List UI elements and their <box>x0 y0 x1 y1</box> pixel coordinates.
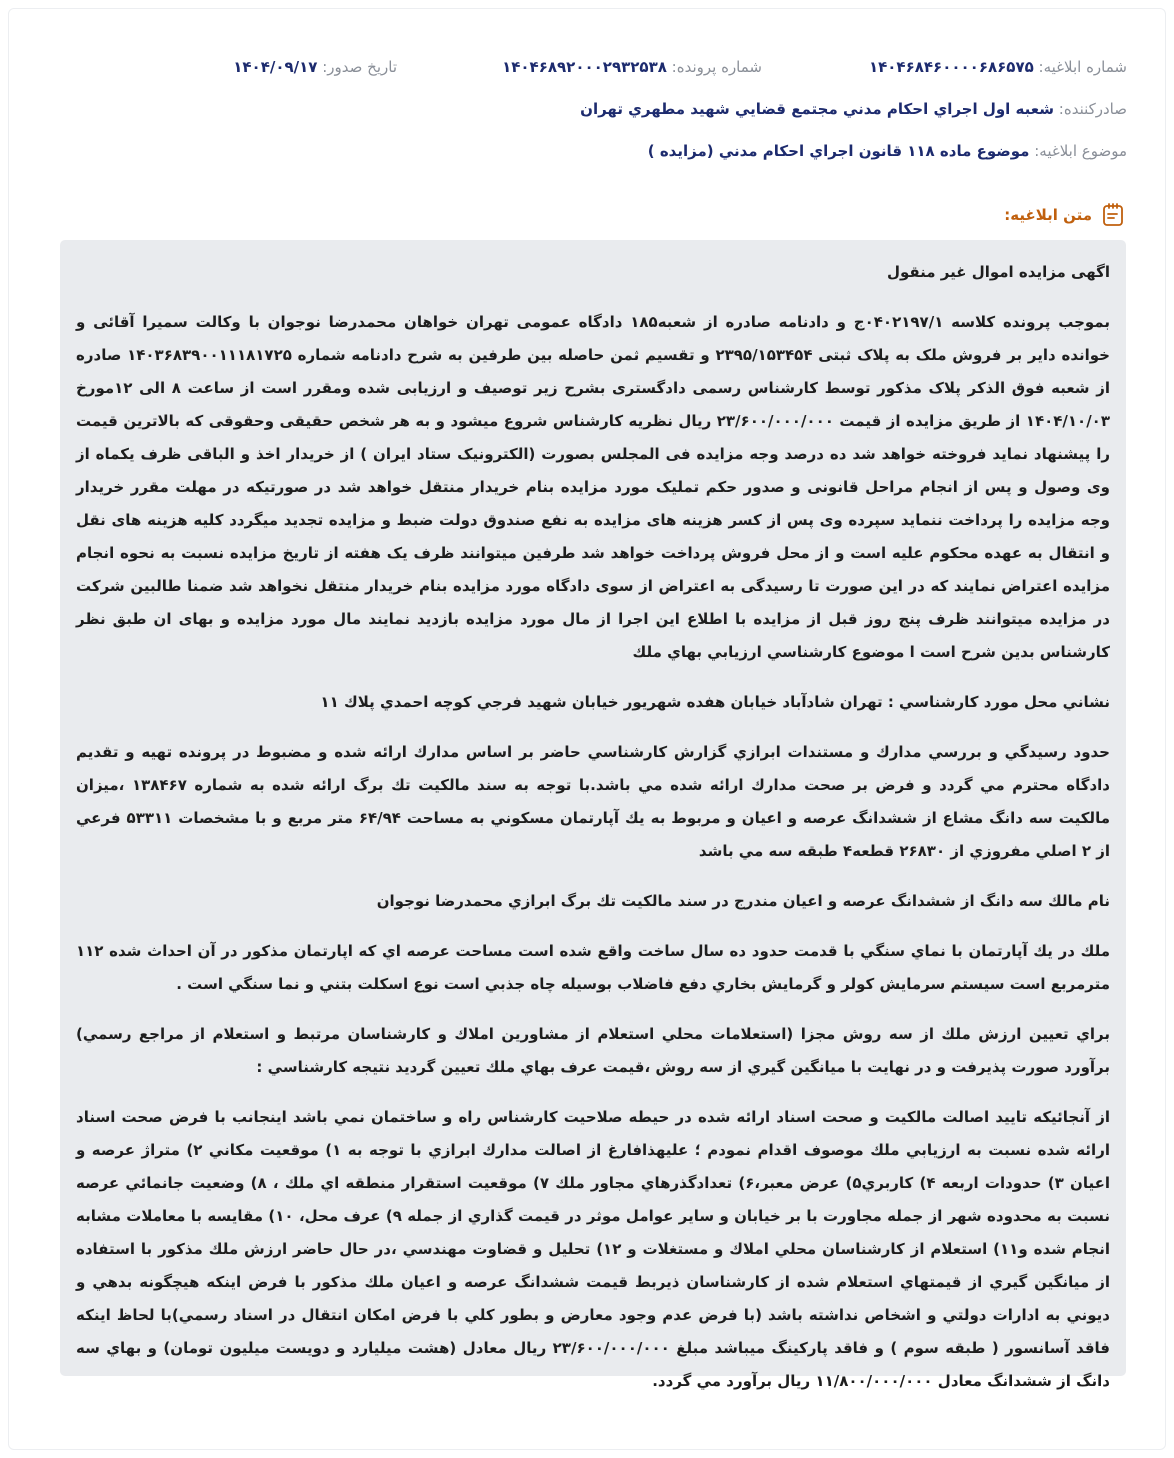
notice-body <box>60 240 1126 1390</box>
issue-date-label: تاریخ صدور: <box>322 58 397 76</box>
case-number <box>502 58 762 76</box>
paragraph: بموجب پرونده کلاسه ۰۴۰۲۱۹۷/۱ج و دادنامه صادره از شعبه۱۸۵ دادگاه عمومی تهران خواهان محمدرضا نوجوان با وکالت سمیرا آقائی و خوانده دایر بر فروش ملک به پلاک ثبتی ۲۳۹۵/۱۵۳۴۵۴ و تقسیم ثمن حاصله بین طرفین به شرح دادنامه شماره ۱۴۰۳۶۸۳۹۰۰۱۱۱۸۱۷۲۵ صادره از شعبه فوق الذکر پلاک مذکور توسط کارشناس رسمی دادگستری بشرح زیر توصیف و ارزیابی شده ومقرر است از ساعت ۸ الی ۱۲مورخ ۱۴۰۴/۱۰/۰۳ از طریق مزایده از قیمت ۲۳/۶۰۰/۰۰۰/۰۰۰ ریال نظریه کارشناس شروع میشود و به هر شخص حقیقی وحقوقی که بالاترین قیمت را پیشنهاد نماید فروخته خواهد شد ده درصد وجه مزایده فی المجلس بصورت (الکترونیک ستاد ایران ) از خریدار اخذ و الباقی ظرف یکماه از وی وصول و پس از انجام مراحل قانونی و صدور حکم تملیک مورد مزایده بنام خریدار منتقل خواهد شد در صورتیکه در مهلت مقرر خریدار وجه مزایده را پرداخت ننماید سپرده وی پس از کسر هزینه های مزایده به نفع صندوق دولت ضبط و مزایده تجدید میگردد کلیه هزینه های نقل و انتقال به عهده محکوم علیه است و از محل فروش پرداخت خواهد شد طرفین میتوانند ظرف یک هفته از تاریخ مزایده نسبت به نحوه انجام مزایده اعتراض نمایند که در این صورت تا رسیدگی به اعتراض از سوی دادگاه مورد مزایده بنام خریدار منتقل نخواهد شد ضمنا طالبین شرکت در مزایده میتوانند ظرف پنج روز قبل از مزایده با اطلاع این اجرا از مال مورد مزایده بازدید نمایند مال مورد مزایده و بهای ان طبق نظر کارشناس بدین شرح است ا موضوع كارشناسي ارزيابي بهاي ملك <box>76 313 1110 661</box>
section-title <box>1004 202 1126 228</box>
paragraph-heading: اگهی مزایده اموال غیر منقول <box>886 263 1110 281</box>
subject-label: موضوع ابلاغیه: <box>1034 142 1127 160</box>
paragraph: ملك در يك آپارتمان با نماي سنگي با قدمت حدود ده سال ساخت واقع شده است مساحت عرصه اي كه اپارتمان مذكور در آن احداث شده ۱۱۲ مترمربع است سيستم سرمايش كولر و گرمايش بخاري دفع فاضلاب بوسيله چاه جذبي است نوع اسكلت بتني و نما سنگي است . <box>76 942 1110 993</box>
notice-number-label: شماره ابلاغیه: <box>1038 58 1127 76</box>
paragraph: براي تعيين ارزش ملك از سه روش مجزا (استعلامات محلي استعلام از مشاورين املاك و كارشناسان مرتبط و استعلام از مراجع رسمي) برآورد صورت پذيرفت و در نهايت با ميانگين گيري از سه روش ،قيمت عرف بهاي ملك تعيين گرديد نتيجه كارشناسي : <box>76 1025 1110 1076</box>
section-title-text: متن ابلاغیه: <box>1004 206 1092 224</box>
case-number-label: شماره پرونده: <box>671 58 762 76</box>
notice-number-value: ۱۴۰۴۶۸۴۶۰۰۰۰۶۸۶۵۷۵ <box>868 58 1034 76</box>
paragraph: نام مالك سه دانگ از ششدانگ عرصه و اعيان مندرج در سند مالكيت تك برگ ابرازي محمدرضا نوجوان <box>376 892 1110 910</box>
case-number-value: ۱۴۰۴۶۸۹۲۰۰۰۲۹۳۲۵۳۸ <box>502 58 667 76</box>
paragraph: حدود رسيدگي و بررسي مدارك و مستندات ابرازي گزارش كارشناسي حاضر بر اساس مدارك ارائه شده و مضبوط در پرونده تهيه و تقديم دادگاه محترم مي گردد و فرض بر صحت مدارك ارائه شده مي باشد.با توجه به سند مالكيت تك برگ ارائه شده به شماره ۱۳۸۴۶۷ ،ميزان مالكيت سه دانگ مشاع از ششدانگ عرصه و اعيان و مربوط به يك آپارتمان مسكوني به مساحت ۶۴/۹۴ متر مربع و با مشخصات ۵۳۳۱۱ فرعي از ۲ اصلي مفروزي از ۲۶۸۳۰ قطعه۴ طبقه سه مي باشد <box>76 743 1110 860</box>
issuer-value: شعبه اول اجراي احكام مدني مجتمع قضايي شهيد مطهري تهران <box>580 100 1054 118</box>
notepad-icon <box>1100 202 1126 228</box>
notice-number <box>869 58 1127 76</box>
issue-date-value: ۱۴۰۴/۰۹/۱۷ <box>233 58 318 76</box>
subject <box>47 142 1127 160</box>
issuer-label: صادرکننده: <box>1058 100 1127 118</box>
issuer <box>47 100 1127 118</box>
paragraph: نشاني محل مورد كارشناسي : تهران شادآباد خيابان هفده شهريور خيابان شهيد فرجي كوچه احمدي پلاك ۱۱ <box>320 693 1110 711</box>
issue-date <box>233 58 397 76</box>
paragraph: از آنجائيكه تاييد اصالت مالكيت و صحت اسناد ارائه شده در حيطه صلاحيت كارشناس راه و ساختمان نمي باشد اينجانب با فرض صحت اسناد ارائه شده نسبت به ارزيابي ملك موصوف اقدام نمودم ؛ عليهذافارغ از اصالت مدارك ابرازي با توجه به ۱) موقعيت مكاني ۲) متراژ عرصه و اعيان ۳) حدودات اربعه ۴) كاربري۵) عرض معبر،۶) تعدادگذرهاي مجاور ملك ۷) موقعيت استقرار منطقه اي ملك ، ۸) وضعيت جانمائي عرصه نسبت به محدوده شهر از جمله مجاورت با بر خيابان و ساير عوامل موثر در قيمت گذاري از جمله ۹) عرف محل، ۱۰) مقايسه با معاملات مشابه انجام شده و۱۱) استعلام از كارشناسان محلي املاك و مستغلات و ۱۲) تحليل و قضاوت مهندسي ،در حال حاضر ارزش ملك مذكور با استفاده از ميانگين گيري از قيمتهاي استعلام شده از كارشناسان ذيربط قيمت ششدانگ عرصه و اعيان ملك مذكور با فرض اينكه هيچگونه بدهي و ديوني به ادارات دولتي و اشخاص نداشته باشد (با فرض عدم وجود معارض و بطور كلي با فرض امكان انتقال در اسناد رسمي)با لحاظ اينكه فاقد آسانسور ( طبقه سوم ) و فاقد پاركينگ ميباشد مبلغ ۲۳/۶۰۰/۰۰۰/۰۰۰ ريال معادل (هشت ميليارد و دويست ميليون تومان) و بهاي سه دانگ از ششدانگ معادل ۱۱/۸۰۰/۰۰۰/۰۰۰ ريال برآورد مي گردد. <box>76 1108 1110 1390</box>
subject-value: موضوع ماده ۱۱۸ قانون اجراي احكام مدني (مزايده ) <box>647 142 1030 160</box>
